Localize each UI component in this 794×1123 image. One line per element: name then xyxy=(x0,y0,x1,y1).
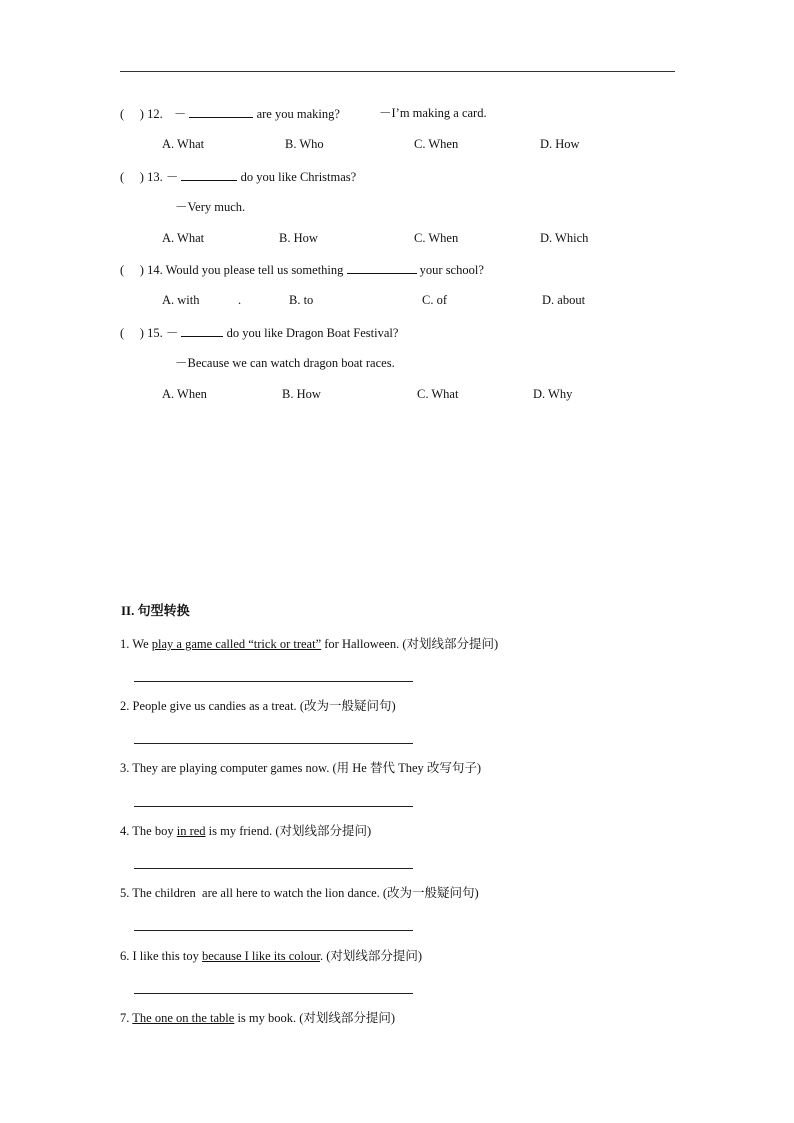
sentence-text-end: . xyxy=(319,949,324,963)
underlined-part: play a game called “trick or treat” xyxy=(151,637,322,651)
exercise-number: 4. xyxy=(120,824,130,838)
question-15-reply: －Because we can watch dragon boat races. xyxy=(175,356,395,370)
sentence-text: People give us candies as a treat. xyxy=(132,699,297,713)
exercise-2 xyxy=(120,698,396,714)
dash: － xyxy=(165,326,179,340)
instruction: (对划线部分提问) xyxy=(326,949,423,963)
question-14 xyxy=(120,261,484,278)
answer-line[interactable] xyxy=(134,806,413,807)
exercise-7 xyxy=(120,1010,395,1026)
option-a: A. What xyxy=(162,137,205,151)
question-text: do you like Christmas? xyxy=(240,170,357,184)
option-b: B. How xyxy=(279,231,318,245)
exercise-number: 2. xyxy=(120,699,130,713)
option-c: C. When xyxy=(414,137,459,151)
answer-paren[interactable]: ( ) xyxy=(120,170,144,184)
exercise-5 xyxy=(120,885,479,901)
answer-paren[interactable]: ( ) xyxy=(120,326,144,340)
option-c: C. of xyxy=(422,293,447,307)
question-12-reply: －I’m making a card. xyxy=(379,106,487,120)
option-a: A. When xyxy=(162,387,207,401)
fill-blank[interactable] xyxy=(189,105,253,118)
instruction: (用 He 替代 They 改写句子) xyxy=(332,761,482,775)
question-text: are you making? xyxy=(256,107,340,121)
exercise-3 xyxy=(120,760,481,776)
option-b: B. Who xyxy=(285,137,324,151)
exercise-number: 1. xyxy=(120,637,130,651)
instruction: (对划线部分提问) xyxy=(299,1011,396,1025)
question-number: 14. xyxy=(147,263,163,277)
answer-line[interactable] xyxy=(134,681,413,682)
instruction: (对划线部分提问) xyxy=(402,637,499,651)
answer-paren[interactable]: ( ) xyxy=(120,263,144,277)
underlined-part: in red xyxy=(176,824,206,838)
sentence-text: They are playing computer games now. xyxy=(132,761,330,775)
exercise-number: 7. xyxy=(120,1011,130,1025)
dash: － xyxy=(173,107,187,121)
exercise-number: 5. xyxy=(120,886,130,900)
option-d: D. How xyxy=(540,137,580,151)
option-b: B. to xyxy=(289,293,314,307)
instruction: (改为一般疑问句) xyxy=(382,886,479,900)
sentence-text-end: for Halloween. xyxy=(324,637,400,651)
exercise-number: 3. xyxy=(120,761,130,775)
section-title: II. 句型转换 xyxy=(121,603,190,618)
exercise-6 xyxy=(120,948,422,964)
sentence-text-end: is my book. xyxy=(237,1011,297,1025)
sentence-text: The children are all here to watch the lion dance. xyxy=(132,886,380,900)
answer-line[interactable] xyxy=(134,930,413,931)
header-rule xyxy=(120,71,675,72)
fill-blank[interactable] xyxy=(181,324,223,337)
question-13-reply: －Very much. xyxy=(175,200,246,214)
underlined-part: because I like its colour xyxy=(201,949,320,963)
question-text-end: your school? xyxy=(419,263,484,277)
option-c: C. What xyxy=(417,387,459,401)
question-number: 12. xyxy=(147,107,163,121)
instruction: (改为一般疑问句) xyxy=(299,699,396,713)
question-text: Would you please tell us something xyxy=(165,263,344,277)
option-d: D. Why xyxy=(533,387,573,401)
question-12 xyxy=(120,105,340,122)
fill-blank[interactable] xyxy=(347,261,417,274)
option-b: B. How xyxy=(282,387,321,401)
answer-line[interactable] xyxy=(134,993,413,994)
option-a: A. What xyxy=(162,231,205,245)
answer-line[interactable] xyxy=(134,868,413,869)
option-c: C. When xyxy=(414,231,459,245)
option-d: D. about xyxy=(542,293,586,307)
sentence-text-end: is my friend. xyxy=(208,824,273,838)
exercise-1 xyxy=(120,636,498,652)
question-13 xyxy=(120,168,356,185)
question-15 xyxy=(120,324,398,341)
question-number: 15. xyxy=(147,326,163,340)
underlined-part: The one on the table xyxy=(132,1011,235,1025)
exercise-4 xyxy=(120,823,371,839)
stray-dot: . xyxy=(238,293,242,307)
sentence-text: We xyxy=(132,637,149,651)
question-number: 13. xyxy=(147,170,163,184)
answer-line[interactable] xyxy=(134,743,413,744)
fill-blank[interactable] xyxy=(181,168,237,181)
dash: － xyxy=(165,170,179,184)
instruction: (对划线部分提问) xyxy=(275,824,372,838)
sentence-text: The boy xyxy=(132,824,174,838)
question-text: do you like Dragon Boat Festival? xyxy=(226,326,399,340)
option-d: D. Which xyxy=(540,231,589,245)
option-a: A. with xyxy=(162,293,200,307)
sentence-text: I like this toy xyxy=(132,949,199,963)
answer-paren[interactable]: ( ) xyxy=(120,107,144,121)
exercise-number: 6. xyxy=(120,949,130,963)
